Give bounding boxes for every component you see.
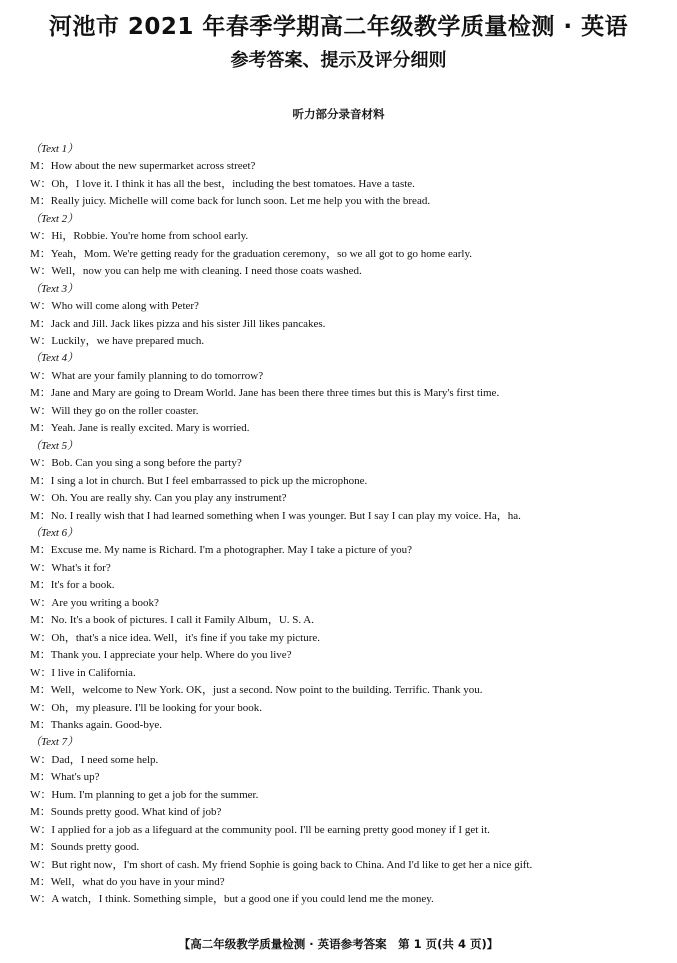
text-label: （Text 2）	[30, 212, 79, 225]
dialogue-line: M：Sounds pretty good.	[30, 841, 140, 854]
dialogue-line: M：Jack and Jill. Jack likes pizza and his sister Jill likes pancakes.	[30, 317, 326, 330]
dialogue-line: W：Who will come along with Peter?	[30, 300, 199, 313]
dialogue-line: W：Well，now you can help me with cleaning. I need those coats washed.	[30, 265, 362, 278]
dialogue-line: W：But right now，I'm short of cash. My friend Sophie is going back to China. And I'd like to get her a nice gift.	[30, 858, 533, 871]
dialogue-line: M：No. It's a book of pictures. I call it Family Album，U. S. A.	[30, 614, 314, 627]
dialogue-line: M：Yeah，Mom. We're getting ready for the graduation ceremony，so we all got to go home early.	[30, 247, 473, 260]
text-label: （Text 7）	[30, 736, 79, 749]
dialogue-line: M：How about the new supermarket across street?	[30, 160, 256, 173]
text-label: （Text 3）	[30, 282, 79, 295]
dialogue-line: W：Oh，I love it. I think it has all the best，including the best tomatoes. Have a taste.	[30, 177, 415, 190]
document-subtitle: 参考答案、提示及评分细则	[230, 50, 447, 71]
dialogue-line: W：Oh，that's a nice idea. Well，it's fine if you take my picture.	[30, 631, 321, 644]
text-label: （Text 5）	[30, 439, 79, 452]
listening-transcript	[30, 141, 655, 909]
page-footer: 【高二年级教学质量检测 · 英语参考答案 第 1 页(共 4 页)】	[178, 937, 499, 951]
document-title: 河池市 2021 年春季学期高二年级教学质量检测 · 英语	[48, 14, 629, 40]
section-title: 听力部分录音材料	[292, 107, 385, 121]
dialogue-line: W：Dad，I need some help.	[30, 753, 159, 766]
dialogue-line: M：Jane and Mary are going to Dream World. Jane has been there three times but this is Mary's first time.	[30, 387, 500, 400]
dialogue-line: M：Really juicy. Michelle will come back for lunch soon. Let me help you with the bread.	[30, 195, 431, 208]
dialogue-line: W：Oh. You are really shy. Can you play any instrument?	[30, 492, 287, 505]
dialogue-line: M：I sing a lot in church. But I feel embarrassed to pick up the microphone.	[30, 474, 368, 487]
dialogue-line: M：Yeah. Jane is really excited. Mary is worried.	[30, 422, 250, 435]
dialogue-line: W：Luckily，we have prepared much.	[30, 334, 205, 347]
dialogue-line: M：Thanks again. Good-bye.	[30, 718, 162, 731]
dialogue-line: W：I applied for a job as a lifeguard at the community pool. I'll be earning pretty good money if I get it.	[30, 823, 490, 836]
dialogue-line: W：Will they go on the roller coaster.	[30, 404, 199, 417]
dialogue-line: W：A watch，I think. Something simple，but a good one if you could lend me the money.	[30, 893, 434, 906]
dialogue-line: M：Sounds pretty good. What kind of job?	[30, 806, 222, 819]
text-label: （Text 6）	[30, 526, 79, 539]
dialogue-line: M：Well，welcome to New York. OK，just a second. Now point to the building. Terrific. Thank you.	[30, 684, 483, 697]
dialogue-line: W：What are your family planning to do tomorrow?	[30, 369, 264, 382]
dialogue-line: M：Well，what do you have in your mind?	[30, 876, 225, 889]
dialogue-line: W：Hi，Robbie. You're home from school early.	[30, 230, 249, 243]
text-label: （Text 1）	[30, 143, 79, 155]
dialogue-line: M：No. I really wish that I had learned something when I was younger. But I say I can play my voice. Ha，ha.	[30, 509, 521, 522]
dialogue-line: M：What's up?	[30, 771, 100, 784]
text-label: （Text 4）	[30, 352, 79, 365]
dialogue-line: W：Hum. I'm planning to get a job for the summer.	[30, 788, 259, 801]
dialogue-line: W：Are you writing a book?	[30, 596, 159, 609]
dialogue-line: W：Bob. Can you sing a song before the party?	[30, 457, 242, 470]
dialogue-line: M：Excuse me. My name is Richard. I'm a photographer. May I take a picture of you?	[30, 544, 412, 557]
dialogue-line: W：Oh，my pleasure. I'll be looking for your book.	[30, 701, 263, 714]
dialogue-line: M：It's for a book.	[30, 579, 115, 592]
dialogue-line: M：Thank you. I appreciate your help. Where do you live?	[30, 649, 292, 662]
dialogue-line: W：What's it for?	[30, 561, 111, 574]
dialogue-line: W：I live in California.	[30, 666, 136, 679]
